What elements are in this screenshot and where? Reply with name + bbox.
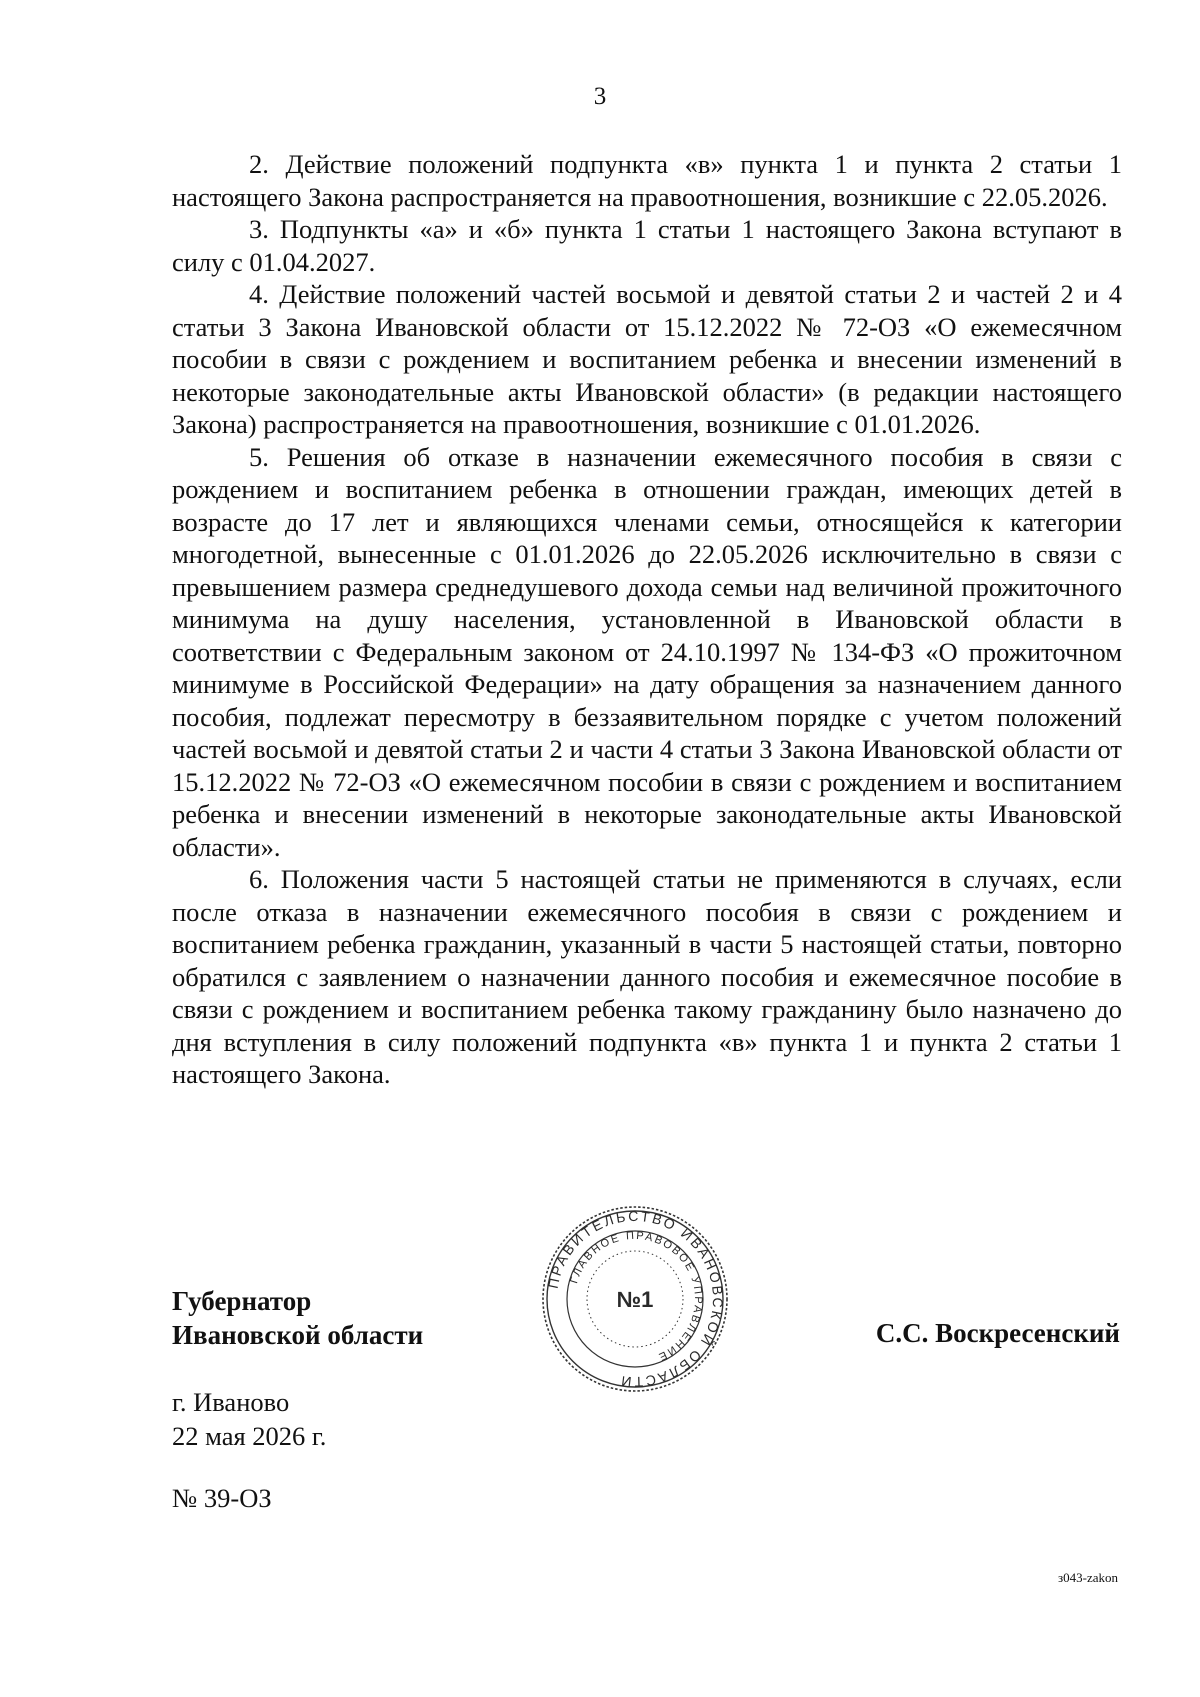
official-seal xyxy=(540,1204,730,1394)
paragraph-5: 5. Решения об отказе в назначении ежемесячного пособия в связи с рождением и воспитанием ребенка в отношении граждан, имеющих детей в возрасте до 17 лет и являющихся членами семьи, относящейся к категории многодетной, вынесенные с 01.01.2026 до 22.05.2026 исключительно в связи с превышением размера среднедушевого дохода семьи над величиной прожиточного минимума на душу населения, установленной в Ивановской области в соответствии с Федеральным законом от 24.10.1997 № 134-ФЗ «О прожиточном минимуме в Российской Федерации» на дату обращения за назначением данного пособия, подлежат пересмотру в беззаявительном порядке с учетом положений частей восьмой и девятой статьи 2 и части 4 статьи 3 Закона Ивановской области от 15.12.2022 № 72-ОЗ «О ежемесячном пособии в связи с рождением и воспитанием ребенка и внесении изменений в некоторые законодательные акты Ивановской области». xyxy=(172,441,1122,862)
date: 22 мая 2026 г. xyxy=(172,1421,327,1451)
paragraph-6: 6. Положения части 5 настоящей статьи не применяются в случаях, если после отказа в назначении ежемесячного пособия в связи с рождением и воспитанием ребенка гражданин, указанный в части 5 настоящей статьи, повторно обратился с заявлением о назначении данного пособия и ежемесячное пособие в связи с рождением и воспитанием ребенка такому гражданину было назначено до дня вступления в силу положений подпункта «в» пункта 1 и пункта 2 статьи 1 настоящего Закона. xyxy=(172,864,1122,1089)
paragraph-3: 3. Подпункты «а» и «б» пункта 1 статьи 1 настоящего Закона вступают в силу с 01.04.2027. xyxy=(172,214,1122,277)
signatory-title-line1: Губернатор xyxy=(172,1286,312,1316)
seal-outer-text: ПРАВИТЕЛЬСТВО ИВАНОВСКОЙ ОБЛАСТИ xyxy=(544,1207,727,1391)
page-number: 3 xyxy=(593,83,607,110)
document-body xyxy=(172,148,1122,1091)
paragraph-4: 4. Действие положений частей восьмой и девятой статьи 2 и частей 2 и 4 статьи 3 Закона Ивановской области от 15.12.2022 № 72-ОЗ «О ежемесячном пособии в связи с рождением и воспитанием ребенка и внесении изменений в некоторые законодательные акты Ивановской области» (в редакции настоящего Закона) распространяется на правоотношения, возникшие с 01.01.2026. xyxy=(172,279,1122,439)
document-code: з043-zakon xyxy=(1057,1570,1118,1585)
paragraph-2: 2. Действие положений подпункта «в» пункта 1 и пункта 2 статьи 1 настоящего Закона распространяется на правоотношения, возникшие с 22.05.2026. xyxy=(172,149,1122,212)
signatory-title xyxy=(172,1284,423,1352)
seal-number: №1 xyxy=(616,1287,654,1312)
place: г. Иваново xyxy=(172,1387,290,1417)
seal-inner-text: ГЛАВНОЕ ПРАВОВОЕ УПРАВЛЕНИЕ xyxy=(568,1229,705,1364)
place-and-date xyxy=(172,1385,326,1453)
signatory-name: С.С. Воскресенский xyxy=(875,1318,1120,1348)
signatory-title-line2: Ивановской области xyxy=(172,1320,424,1350)
law-number: № 39-ОЗ xyxy=(172,1483,272,1513)
